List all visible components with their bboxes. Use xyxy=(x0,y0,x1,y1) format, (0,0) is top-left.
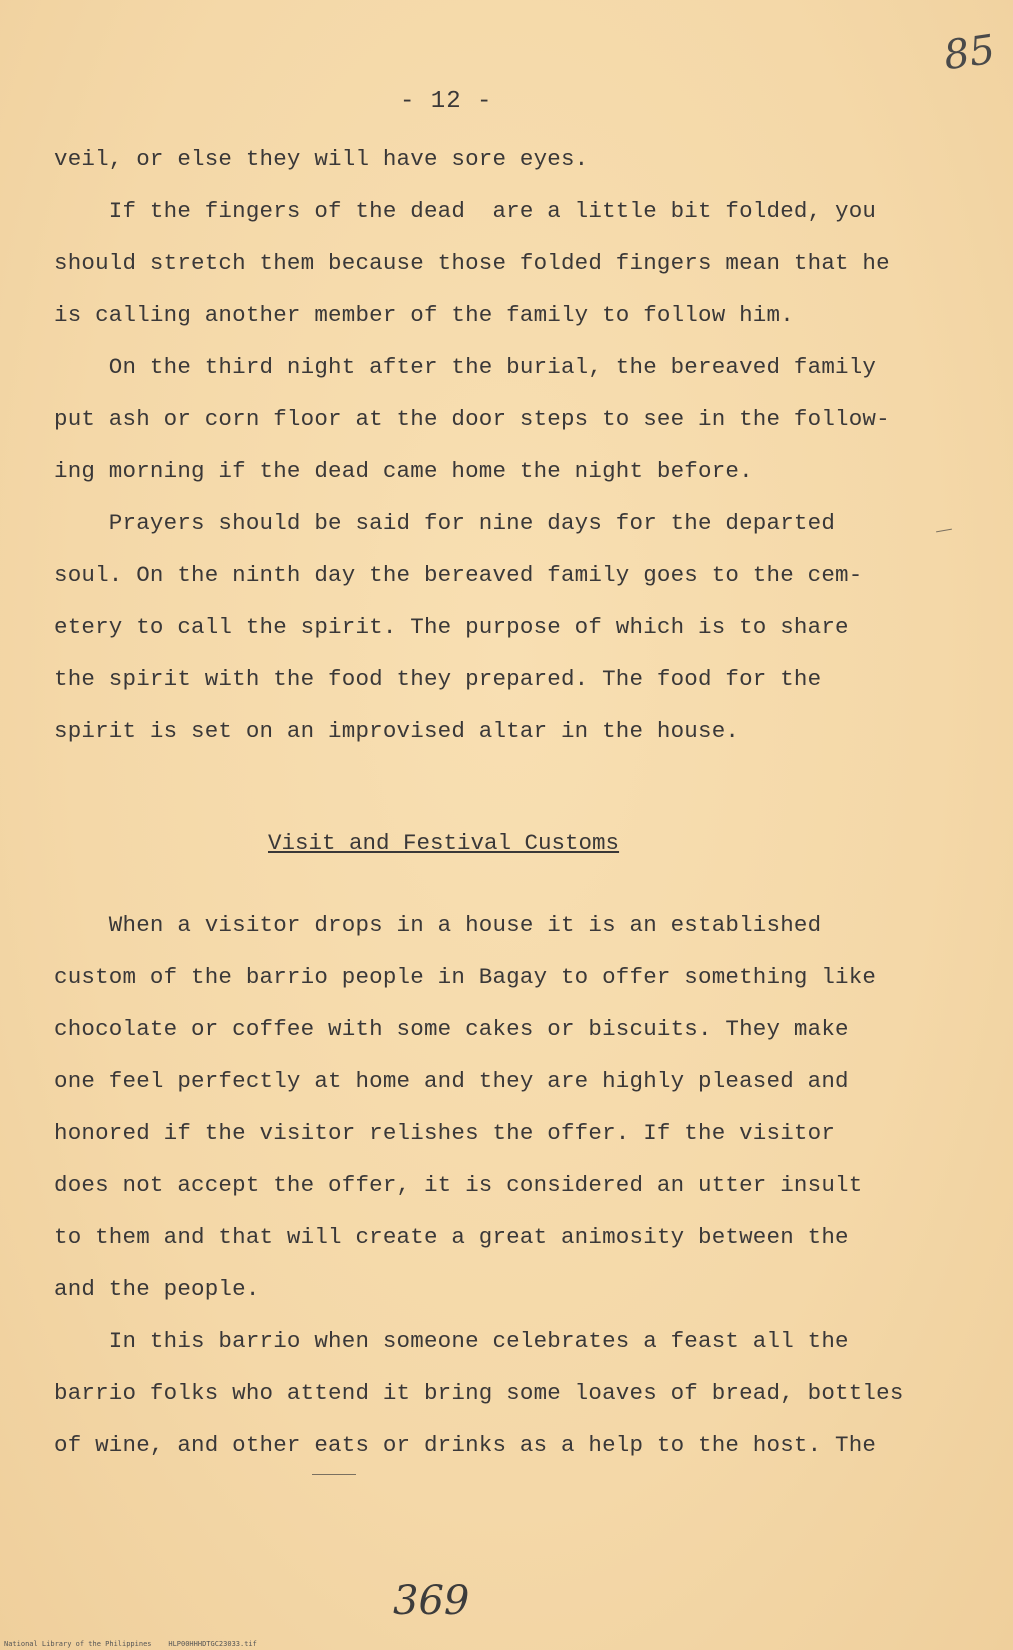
text-line: of wine, and other eats or drinks as a help to the host. The xyxy=(54,1432,877,1458)
text-line: In this barrio when someone celebrates a feast all the xyxy=(54,1328,849,1354)
text-line: does not accept the offer, it is considered an utter insult xyxy=(54,1172,863,1198)
text-line: etery to call the spirit. The purpose of which is to share xyxy=(54,614,849,640)
text-line: Prayers should be said for nine days for the departed xyxy=(54,510,836,536)
text-line: ing morning if the dead came home the night before. xyxy=(54,458,753,484)
archive-footer: National Library of the Philippines HLP00HHHDTGC23033.tif xyxy=(4,1640,257,1648)
text-line: honored if the visitor relishes the offer. If the visitor xyxy=(54,1120,836,1146)
text-line: barrio folks who attend it bring some loaves of bread, bottles xyxy=(54,1380,904,1406)
text-line: When a visitor drops in a house it is an established xyxy=(54,912,822,938)
text-line: On the third night after the burial, the bereaved family xyxy=(54,354,877,380)
page-number: - 12 - xyxy=(400,88,493,115)
handwritten-folio-number: 85 xyxy=(941,26,998,80)
text-line: If the fingers of the dead are a little bit folded, you xyxy=(54,198,877,224)
text-line: to them and that will create a great animosity between the xyxy=(54,1224,849,1250)
handwritten-page-number: 369 xyxy=(393,1578,470,1624)
section-heading: Visit and Festival Customs xyxy=(268,830,620,856)
text-line: spirit is set on an improvised altar in the house. xyxy=(54,718,740,744)
text-line: and the people. xyxy=(54,1276,260,1302)
stray-mark xyxy=(312,1474,356,1475)
text-line: the spirit with the food they prepared. The food for the xyxy=(54,666,822,692)
text-line: custom of the barrio people in Bagay to offer something like xyxy=(54,964,877,990)
text-line: put ash or corn floor at the door steps to see in the follow- xyxy=(54,406,890,432)
text-line: one feel perfectly at home and they are highly pleased and xyxy=(54,1068,849,1094)
text-line: is calling another member of the family to follow him. xyxy=(54,302,794,328)
text-line: soul. On the ninth day the bereaved family goes to the cem- xyxy=(54,562,863,588)
text-line: chocolate or coffee with some cakes or biscuits. They make xyxy=(54,1016,849,1042)
text-line: should stretch them because those folded fingers mean that he xyxy=(54,250,890,276)
stray-mark xyxy=(936,529,952,533)
text-line: veil, or else they will have sore eyes. xyxy=(54,146,589,172)
